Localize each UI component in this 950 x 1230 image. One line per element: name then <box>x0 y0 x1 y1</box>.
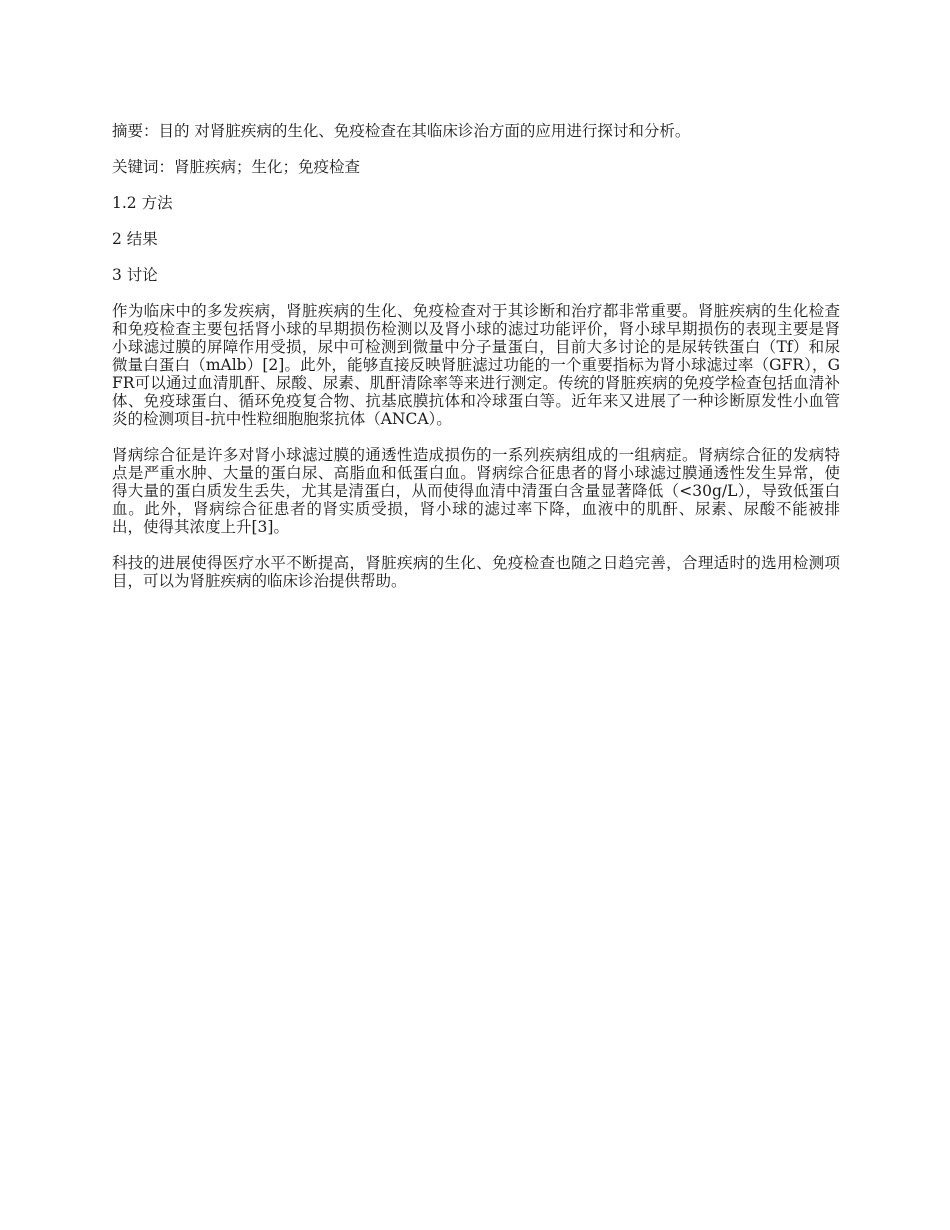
keywords-text: 关键词：肾脏疾病；生化；免疫检查 <box>112 158 361 176</box>
discussion-paragraph-1: 作为临床中的多发疾病，肾脏疾病的生化、免疫检查对于其诊断和治疗都非常重要。肾脏疾病的生化检查和免疫检查主要包括肾小球的早期损伤检测以及肾小球的滤过功能评价，肾小球早期损伤的表现主要是肾小球滤过膜的屏障作用受损，尿中可检测到微量中分子量蛋白，目前大多讨论的是尿转铁蛋白（Tf）和尿微量白蛋白（mAlb）[2]。此外，能够直接反映肾脏滤过功能的一个重要指标为肾小球滤过率（GFR），GFR可以通过血清肌酐、尿酸、尿素、肌酐清除率等来进行测定。传统的肾脏疾病的免疫学检查包括血清补体、免疫球蛋白、循环免疫复合物、抗基底膜抗体和冷球蛋白等。近年来又进展了一种诊断原发性小血管炎的检测项目-抗中性粒细胞胞浆抗体（ANCA）。 <box>112 302 840 428</box>
document-page <box>112 122 840 608</box>
section-heading-methods: 1.2 方法 <box>112 194 173 212</box>
section-heading-discussion: 3 讨论 <box>112 266 158 284</box>
section-heading-results: 2 结果 <box>112 230 158 248</box>
abstract-text: 摘要：目的 对肾脏疾病的生化、免疫检查在其临床诊治方面的应用进行探讨和分析。 <box>112 122 691 140</box>
discussion-paragraph-2: 肾病综合征是许多对肾小球滤过膜的通透性造成损伤的一系列疾病组成的一组病症。肾病综合征的发病特点是严重水肿、大量的蛋白尿、高脂血和低蛋白血。肾病综合征患者的肾小球滤过膜通透性发生异常，使得大量的蛋白质发生丢失，尤其是清蛋白，从而使得血清中清蛋白含量显著降低（<30g/L），导致低蛋白血。此外，肾病综合征患者的肾实质受损，肾小球的滤过率下降，血液中的肌酐、尿素、尿酸不能被排出，使得其浓度上升[3]。 <box>112 446 840 536</box>
discussion-paragraph-3: 科技的进展使得医疗水平不断提高，肾脏疾病的生化、免疫检查也随之日趋完善，合理适时的选用检测项目，可以为肾脏疾病的临床诊治提供帮助。 <box>112 554 840 590</box>
